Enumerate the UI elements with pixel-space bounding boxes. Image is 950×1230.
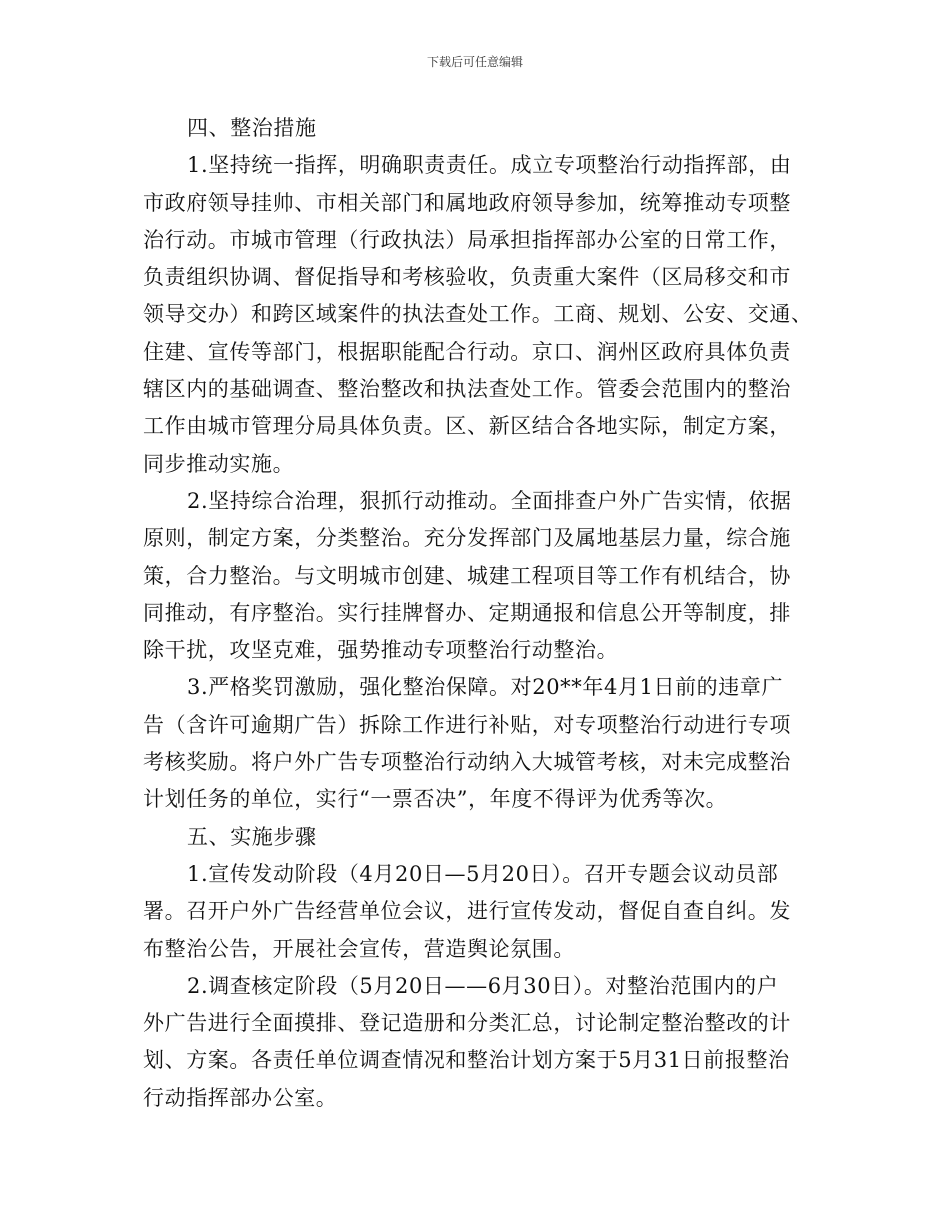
text-line: 署。召开户外广告经营单位会议，进行宣传发动，督促自查自纠。发 [143, 899, 791, 924]
text-line: 工作由城市管理分局具体负责。区、新区结合各地实际，制定方案， [143, 414, 791, 439]
text-line: 3.严格奖罚激励，强化整治保障。对20**年4月1日前的违章广 [187, 675, 784, 700]
text-line: 负责组织协调、督促指导和考核验收，负责重大案件（区局移交和市 [143, 265, 791, 290]
text-line: 计划任务的单位，实行“一票否决”，年度不得评为优秀等次。 [143, 787, 728, 812]
text-line: 告（含许可逾期广告）拆除工作进行补贴，对专项整治行动进行专项 [143, 712, 791, 737]
text-line: 划、方案。各责任单位调查情况和整治计划方案于5月31日前报整治 [143, 1048, 790, 1073]
text-line: 原则，制定方案，分类整治。充分发挥部门及属地基层力量，综合施 [143, 526, 791, 551]
text-line: 1.宣传发动阶段（4月20日—5月20日）。召开专题会议动员部 [187, 861, 779, 886]
text-line: 辖区内的基础调查、整治整改和执法查处工作。管委会范围内的整治 [143, 377, 791, 402]
document-body [143, 110, 811, 1117]
text-line: 治行动。市城市管理（行政执法）局承担指挥部办公室的日常工作， [143, 227, 791, 252]
text-line: 五、实施步骤 [187, 824, 317, 849]
text-line: 领导交办）和跨区域案件的执法查处工作。工商、规划、公安、交通、 [143, 302, 813, 327]
text-line: 同推动，有序整治。实行挂牌督办、定期通报和信息公开等制度，排 [143, 600, 791, 625]
text-line: 考核奖励。将户外广告专项整治行动纳入大城管考核，对未完成整治 [143, 750, 791, 775]
text-line: 2.调查核定阶段（5月20日——6月30日）。对整治范围内的户 [187, 973, 779, 998]
text-line: 市政府领导挂帅、市相关部门和属地政府领导参加，统筹推动专项整 [143, 190, 791, 215]
text-line: 布整治公告，开展社会宣传，营造舆论氛围。 [143, 936, 575, 961]
text-line: 策，合力整治。与文明城市创建、城建工程项目等工作有机结合，协 [143, 563, 791, 588]
text-line: 外广告进行全面摸排、登记造册和分类汇总，讨论制定整治整改的计 [143, 1011, 791, 1036]
text-line: 同步推动实施。 [143, 451, 295, 476]
text-line: 四、整治措施 [187, 116, 317, 140]
text-line: 除干扰，攻坚克难，强势推动专项整治行动整治。 [143, 638, 619, 663]
page-header-note: 下载后可任意编辑 [426, 55, 523, 69]
text-line: 住建、宣传等部门，根据职能配合行动。京口、润州区政府具体负责 [143, 339, 791, 364]
text-line: 行动指挥部办公室。 [143, 1085, 338, 1110]
text-line: 2.坚持综合治理，狠抓行动推动。全面排查户外广告实情，依据 [187, 488, 792, 513]
text-line: 1.坚持统一指挥，明确职责责任。成立专项整治行动指挥部，由 [187, 153, 792, 178]
